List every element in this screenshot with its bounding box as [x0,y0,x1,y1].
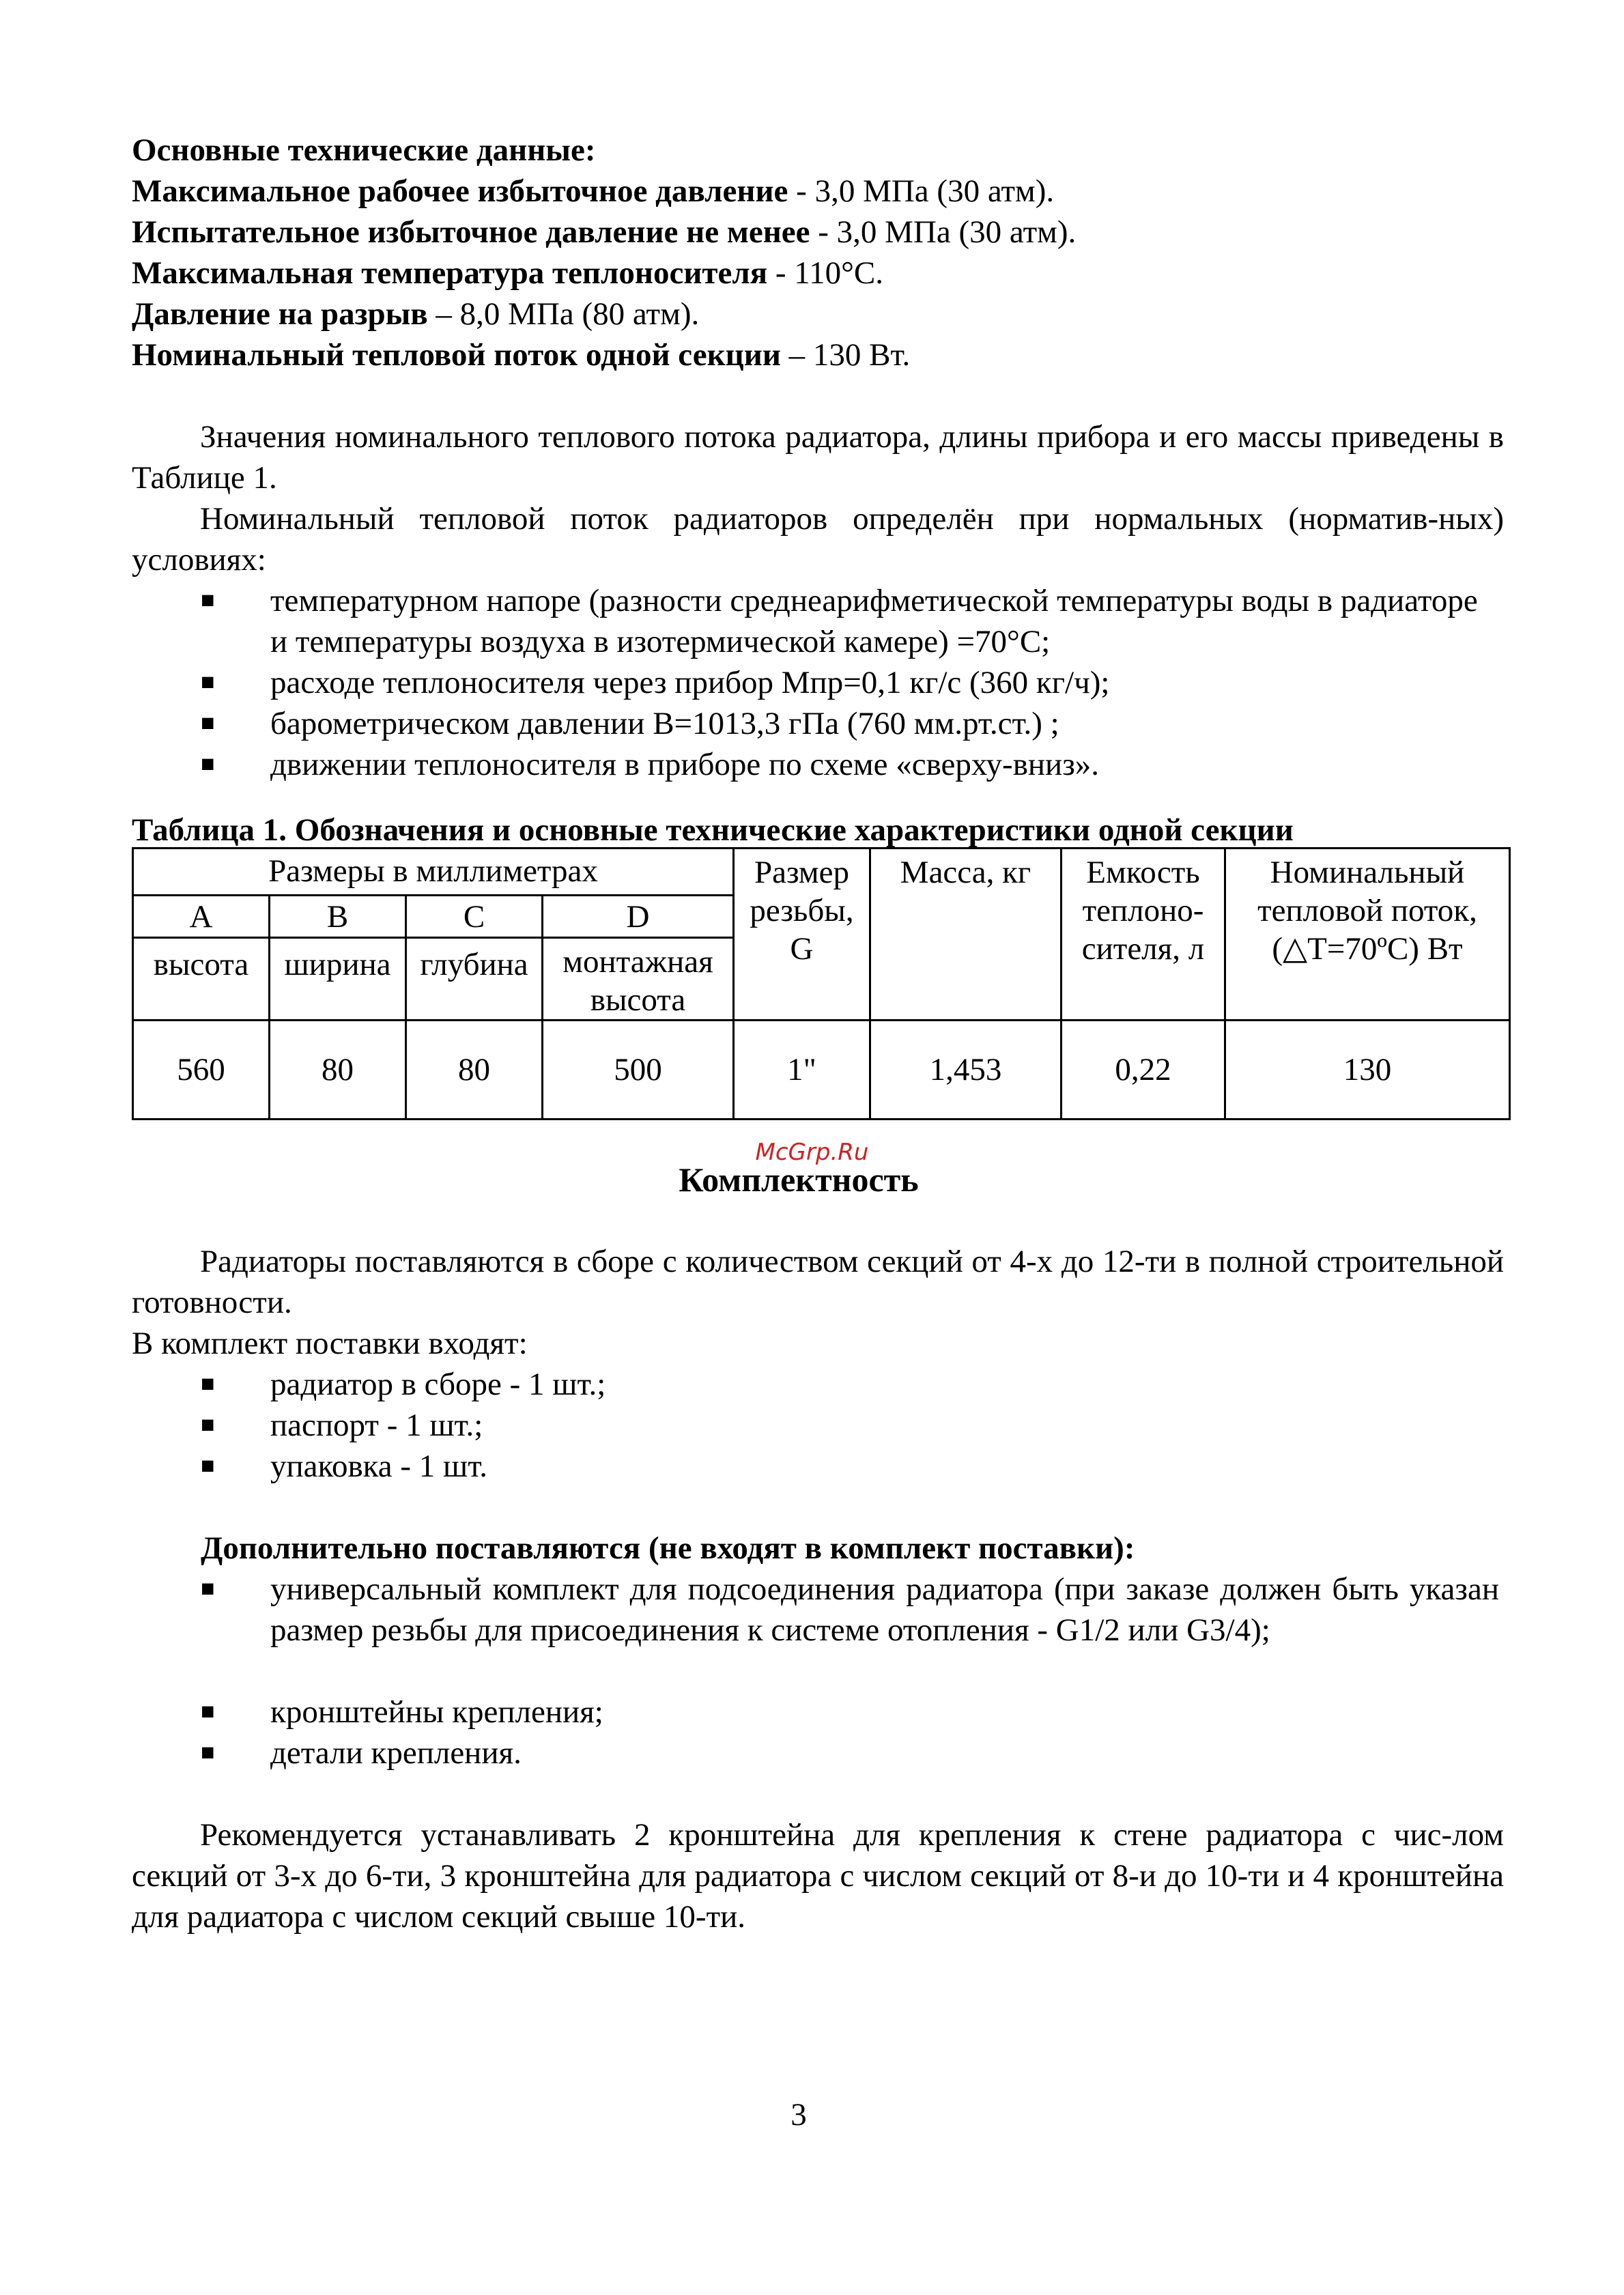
bullet-icon: ■ [201,752,215,777]
bullet-icon: ■ [201,588,215,613]
table-cell: 80 [406,1021,543,1120]
dimension-label: монтажная высота [543,938,734,1021]
capacity-header: Емкость теплоно-сителя, л [1062,849,1225,1021]
flow-header: Номинальный тепловой поток, (△T=70ºC) Вт [1225,849,1510,1021]
spec-label: Испытательное избыточное давление не менее [132,214,810,250]
tech-table [132,847,1511,1120]
dimension-label: высота [133,938,270,1021]
extra-title: Дополнительно поставляются (не входят в комплект поставки): [201,1530,1135,1566]
table-row [133,1021,1510,1120]
table-cell: 1,453 [870,1021,1062,1120]
column-letter: A [133,896,270,938]
spec-row [132,171,1497,212]
spec-value: – 130 Вт. [780,337,911,373]
recommendation-paragraph: Рекомендуется устанавливать 2 кронштейна для крепления к стене радиатора с чис-лом секций от 3-х до 6-ти, 3 кронштейна для радиатора с числом секций от 8-и до 10-ти и 4 кронштейна для радиатора с числом секций свыше 10-ти. [132,1817,1504,1935]
spec-value: - 110°С. [767,255,883,291]
table-cell: 500 [543,1021,734,1120]
spec-row [132,334,1497,375]
spec-value: – 8,0 МПа (80 атм). [427,296,700,332]
column-letter: C [406,896,543,938]
table-cell: 0,22 [1062,1021,1225,1120]
bullet-icon: ■ [201,711,215,736]
section-heading: Комплектность [679,1160,919,1199]
thread-header: Размер резьбы, G [734,849,870,1021]
intro-paragraph: Значения номинального теплового потока радиатора, длины прибора и его массы приведены в Таблице 1. [132,419,1504,496]
completeness-paragraph: В комплект поставки входят: [132,1326,528,1361]
bullet-icon: ■ [201,1740,215,1765]
watermark-link[interactable]: McGrp.Ru [755,1139,869,1166]
spec-row [132,212,1497,253]
mass-header: Масса, кг [870,849,1062,1021]
spec-row [132,294,1497,334]
spec-value: - 3,0 МПа (30 атм). [810,214,1077,250]
bullet-icon: ■ [201,1576,215,1601]
group-header: Размеры в миллиметрах [133,849,734,896]
spec-row [132,253,1497,294]
table-cell: 130 [1225,1021,1510,1120]
spec-label: Максимальное рабочее избыточное давление [132,173,788,209]
table-cell: 560 [133,1021,270,1120]
bullet-icon: ■ [201,1371,215,1397]
table-caption: Таблица 1. Обозначения и основные технические характеристики одной секции [132,812,1294,848]
page-number: 3 [790,2097,807,2133]
dimension-label: глубина [406,938,543,1021]
spec-label: Номинальный тепловой поток одной секции [132,337,781,373]
table-cell: 1" [734,1021,870,1120]
bullet-icon: ■ [201,1453,215,1479]
column-letter: D [543,896,734,938]
completeness-paragraph: Радиаторы поставляются в сборе с количеством секций от 4-х до 12-ти в полной строительной готовности. [132,1244,1504,1320]
document-page: Основные технические данные: Максимальное рабочее избыточное давление - 3,0 МПа (30 атм). Испытательное избыточное давление не менее - 3,0 МПа (30 атм). Максимальная температура теплоносителя - 110°С. Давление на разрыв – 8,0 МПа (80 атм). Номинальный тепловой поток одной секции – 130 Вт. Значения номинального теплового потока радиатора, длины прибора и его массы приведены в Таблице 1. Номинальный тепловой поток радиаторов определён при нормальных (норматив-ных) условиях: ■ температурном напоре (разности среднеарифметической температуры воды в радиаторе и температуры воздуха в изотермической камере) =70°С; ■ расходе теплоносителя через прибор Мпр=0,1 кг/с (360 кг/ч); ■ барометрическом давлении В=1013,3 гПа (760 мм.рт.ст.) ; ■ движении теплоносителя в приборе по схеме «сверху-вниз». Таблица 1. Обозначения и основные технические характеристики одной секции Размеры в миллиметрах Размер резьбы, G Масса, кг Емкость теплоно-сителя, л Номинальный тепловой поток, (△T=70ºC) Вт A B C D высота ширина глубина монтажная высота 560 80 80 500 1" 1,453 0,22 130 McGrp.Ru Комплектность Радиаторы поставляются в сборе с количеством секций от 4-х до 12-ти в полной строительной готовности. В комплект поставки входят: ■ радиатор в сборе - 1 шт.; ■ паспорт - 1 шт.; ■ упаковка - 1 шт. Дополнительно поставляются (не входят в комплект поставки): ■ универсальный комплект для подсоединения радиатора (при заказе должен быть указан размер резьбы для присоединения к системе отопления - G1/2 или G3/4); ■ кронштейны крепления; ■ детали крепления. Рекомендуется устанавливать 2 кронштейна для крепления к стене радиатора с чис-лом секций от 3-х до 6-ти, 3 кронштейна для радиатора с числом секций от 8-и до 10-ти и 4 кронштейна для радиатора с числом секций свыше 10-ти. 3 [0,0,1624,2295]
dimension-label: ширина [270,938,406,1021]
spec-value: - 3,0 МПа (30 атм). [788,173,1055,209]
column-letter: B [270,896,406,938]
specs-title: Основные технические данные: [132,132,596,168]
bullet-icon: ■ [201,1699,215,1724]
bullet-icon: ■ [201,1412,215,1438]
intro-paragraph: Номинальный тепловой поток радиаторов определён при нормальных (норматив-ных) условиях: [132,501,1504,578]
table-cell: 80 [270,1021,406,1120]
bullet-icon: ■ [201,670,215,695]
spec-label: Давление на разрыв [132,296,428,332]
spec-label: Максимальная температура теплоносителя [132,255,768,291]
